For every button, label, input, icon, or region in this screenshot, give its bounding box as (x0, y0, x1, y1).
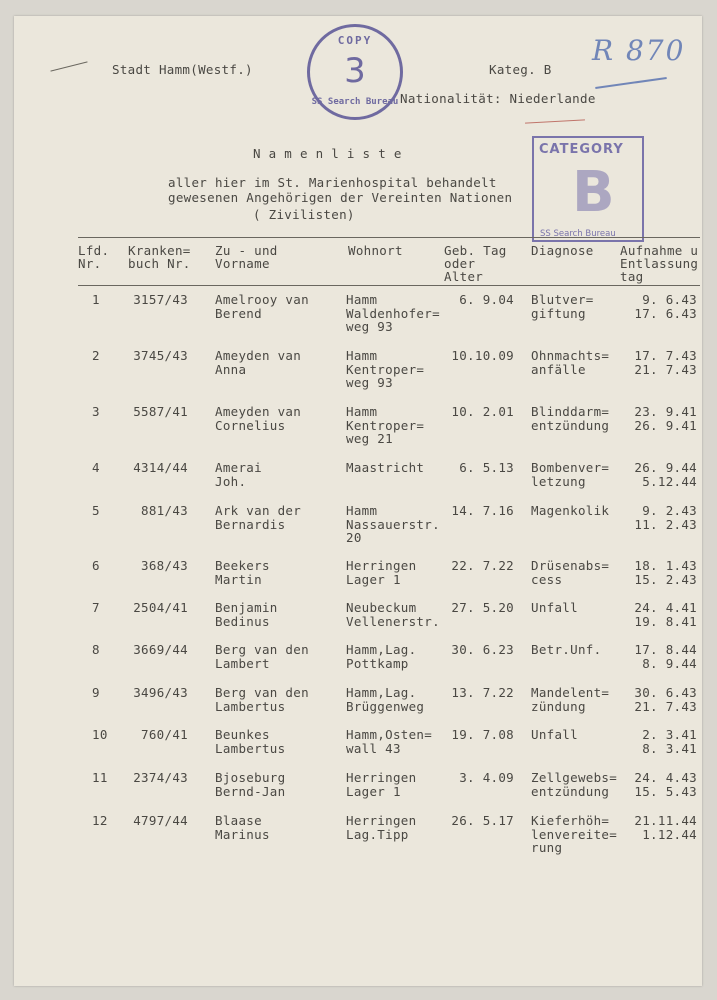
patient-name: Anna (215, 361, 247, 377)
birth-date: 19. 7.08 (451, 727, 514, 742)
birth-date: 13. 7.22 (451, 685, 514, 700)
column-header-geb: Alter (444, 269, 484, 284)
admission-discharge-date: 1.12.44 (642, 826, 697, 842)
patient-name: Bjoseburg (215, 770, 286, 785)
table-header-rule (78, 285, 700, 286)
residence: Herringen (346, 813, 417, 828)
krankenbuch-number: 2374/43 (133, 770, 188, 785)
admission-discharge-date: 17. 6.43 (634, 305, 697, 321)
category-header: Kateg. B (489, 62, 552, 77)
diagnosis: anfälle (531, 361, 586, 377)
birth-date: 10. 2.01 (451, 404, 514, 419)
birth-date: 30. 6.23 (451, 642, 514, 657)
patient-name: Beunkes (215, 727, 270, 742)
column-header-kranken: buch Nr. (128, 256, 191, 271)
patient-name: Bernd-Jan (215, 783, 286, 799)
diagnosis: Betr.Unf. (531, 642, 602, 657)
birth-date: 14. 7.16 (451, 503, 514, 518)
krankenbuch-number: 3496/43 (133, 685, 188, 700)
column-header-name: Zu - und (215, 243, 278, 258)
residence: Hamm (346, 503, 378, 518)
residence: weg 21 (346, 431, 393, 446)
patient-name: Lambertus (215, 740, 286, 756)
diagnosis: entzündung (531, 417, 610, 433)
birth-date: 27. 5.20 (451, 600, 514, 615)
admission-discharge-date: 15. 2.43 (634, 571, 697, 587)
residence: Hamm (346, 292, 378, 307)
residence: Hamm,Osten= (346, 727, 433, 742)
handwritten-reference: R 870 (592, 34, 686, 67)
patient-name: Berg van den (215, 642, 309, 657)
column-header-aufnahme: Entlassung (620, 256, 699, 271)
column-header-diagnose: Diagnose (531, 243, 594, 258)
row-number: 6 (92, 558, 100, 573)
admission-discharge-date: 19. 8.41 (634, 613, 697, 629)
patient-name: Amerai (215, 460, 262, 475)
copy-stamp-number: 3 (344, 51, 366, 91)
birth-date: 3. 4.09 (459, 770, 514, 785)
admission-discharge-date: 11. 2.43 (634, 516, 697, 532)
copy-stamp (307, 24, 403, 120)
admission-discharge-date: 5.12.44 (642, 473, 697, 489)
column-header-wohnort: Wohnort (348, 243, 403, 258)
diagnosis: Unfall (531, 600, 578, 615)
krankenbuch-number: 3669/44 (133, 642, 188, 657)
category-stamp-letter: B (572, 160, 615, 225)
krankenbuch-number: 4314/44 (133, 460, 188, 475)
krankenbuch-number: 3745/43 (133, 348, 188, 363)
admission-discharge-date: 21. 7.43 (634, 361, 697, 377)
admission-discharge-date: 30. 6.43 (634, 685, 697, 700)
residence: Lager 1 (346, 783, 401, 799)
row-number: 1 (92, 292, 100, 307)
list-heading: N a m e n l i s t e (253, 146, 402, 161)
diagnosis: letzung (531, 473, 586, 489)
column-header-kranken: Kranken= (128, 243, 191, 258)
birth-date: 6. 9.04 (459, 292, 514, 307)
krankenbuch-number: 368/43 (141, 558, 188, 573)
residence: Pottkamp (346, 655, 409, 671)
patient-name: Berg van den (215, 685, 309, 700)
diagnosis: zündung (531, 698, 586, 714)
residence: Hamm (346, 404, 378, 419)
diagnosis: Mandelent= (531, 685, 610, 700)
patient-name: Martin (215, 571, 262, 587)
copy-stamp-bureau: SS Search Bureau (311, 97, 399, 107)
residence: Hamm,Lag. (346, 685, 417, 700)
residence: Lager 1 (346, 571, 401, 587)
admission-discharge-date: 8. 3.41 (642, 740, 697, 756)
krankenbuch-number: 760/41 (141, 727, 188, 742)
patient-name: Joh. (215, 473, 247, 489)
column-header-aufnahme: tag (620, 269, 644, 284)
residence: Herringen (346, 558, 417, 573)
copy-stamp-label: COPY (337, 34, 373, 47)
birth-date: 26. 5.17 (451, 813, 514, 828)
patient-name: Lambert (215, 655, 270, 671)
row-number: 10 (92, 727, 108, 742)
krankenbuch-number: 2504/41 (133, 600, 188, 615)
diagnosis: Kieferhöh= (531, 813, 610, 828)
residence: Vellenerstr. (346, 613, 440, 629)
residence: Herringen (346, 770, 417, 785)
krankenbuch-number: 4797/44 (133, 813, 188, 828)
row-number: 3 (92, 404, 100, 419)
diagnosis: Ohnmachts= (531, 348, 610, 363)
admission-discharge-date: 23. 9.41 (634, 404, 697, 419)
patient-name: Ameyden van (215, 404, 302, 419)
patient-name: Beekers (215, 558, 270, 573)
diagnosis: Drüsenabs= (531, 558, 610, 573)
column-header-aufnahme: Aufnahme u (620, 243, 699, 258)
patient-name: Lambertus (215, 698, 286, 714)
column-header-lfd: Lfd. (78, 243, 110, 258)
column-header-lfd: Nr. (78, 256, 102, 271)
residence: 20 (346, 530, 362, 545)
birth-date: 6. 5.13 (459, 460, 514, 475)
column-header-geb: oder (444, 256, 476, 271)
residence: wall 43 (346, 740, 401, 756)
admission-discharge-date: 21. 7.43 (634, 698, 697, 714)
residence: Kentroper= (346, 361, 425, 377)
diagnosis: giftung (531, 305, 586, 321)
row-number: 11 (92, 770, 108, 785)
nationality-header: Nationalität: Niederlande (400, 91, 596, 106)
column-header-geb: Geb. Tag (444, 243, 507, 258)
residence: Kentroper= (346, 417, 425, 433)
patient-name: Benjamin (215, 600, 278, 615)
admission-discharge-date: 17. 8.44 (634, 642, 697, 657)
diagnosis: Zellgewebs= (531, 770, 618, 785)
admission-discharge-date: 9. 2.43 (642, 503, 697, 518)
patient-name: Blaase (215, 813, 262, 828)
residence: Brüggenweg (346, 698, 425, 714)
diagnosis: Magenkolik (531, 503, 610, 518)
admission-discharge-date: 21.11.44 (634, 813, 697, 828)
admission-discharge-date: 9. 6.43 (642, 292, 697, 307)
category-stamp-label: CATEGORY (539, 142, 624, 157)
patient-name: Amelrooy van (215, 292, 309, 307)
diagnosis: Blinddarm= (531, 404, 610, 419)
residence: weg 93 (346, 375, 393, 390)
admission-discharge-date: 18. 1.43 (634, 558, 697, 573)
diagnosis: Bombenver= (531, 460, 610, 475)
diagnosis: Blutver= (531, 292, 594, 307)
row-number: 2 (92, 348, 100, 363)
row-number: 8 (92, 642, 100, 657)
admission-discharge-date: 8. 9.44 (642, 655, 697, 671)
patient-name: Bedinus (215, 613, 270, 629)
residence: Waldenhofer= (346, 305, 440, 321)
diagnosis: rung (531, 840, 563, 855)
krankenbuch-number: 5587/41 (133, 404, 188, 419)
admission-discharge-date: 2. 3.41 (642, 727, 697, 742)
patient-name: Cornelius (215, 417, 286, 433)
birth-date: 10.10.09 (451, 348, 514, 363)
row-number: 7 (92, 600, 100, 615)
row-number: 5 (92, 503, 100, 518)
row-number: 9 (92, 685, 100, 700)
residence: weg 93 (346, 319, 393, 334)
diagnosis: lenvereite= (531, 826, 618, 842)
patient-name: Ameyden van (215, 348, 302, 363)
diagnosis: Unfall (531, 727, 578, 742)
residence: Hamm,Lag. (346, 642, 417, 657)
patient-name: Berend (215, 305, 262, 321)
category-stamp-bureau: SS Search Bureau (540, 229, 616, 239)
admission-discharge-date: 15. 5.43 (634, 783, 697, 799)
patient-name: Marinus (215, 826, 270, 842)
patient-name: Ark van der (215, 503, 302, 518)
admission-discharge-date: 24. 4.43 (634, 770, 697, 785)
row-number: 12 (92, 813, 108, 828)
admission-discharge-date: 26. 9.44 (634, 460, 697, 475)
residence: Neubeckum (346, 600, 417, 615)
column-header-name: Vorname (215, 256, 270, 271)
residence: Nassauerstr. (346, 516, 440, 532)
residence: Maastricht (346, 460, 425, 475)
category-stamp (532, 136, 644, 242)
row-number: 4 (92, 460, 100, 475)
list-subtitle-line1: aller hier im St. Marienhospital behandelt (168, 175, 497, 190)
krankenbuch-number: 3157/43 (133, 292, 188, 307)
admission-discharge-date: 26. 9.41 (634, 417, 697, 433)
diagnosis: entzündung (531, 783, 610, 799)
admission-discharge-date: 24. 4.41 (634, 600, 697, 615)
city-header: Stadt Hamm(Westf.) (112, 62, 253, 77)
residence: Lag.Tipp (346, 826, 409, 842)
admission-discharge-date: 17. 7.43 (634, 348, 697, 363)
patient-name: Bernardis (215, 516, 286, 532)
birth-date: 22. 7.22 (451, 558, 514, 573)
list-subtitle-line3: ( Zivilisten) (253, 207, 355, 222)
residence: Hamm (346, 348, 378, 363)
list-subtitle-line2: gewesenen Angehörigen der Vereinten Nationen (168, 190, 513, 205)
table-top-rule (78, 237, 700, 238)
krankenbuch-number: 881/43 (141, 503, 188, 518)
diagnosis: cess (531, 571, 563, 587)
